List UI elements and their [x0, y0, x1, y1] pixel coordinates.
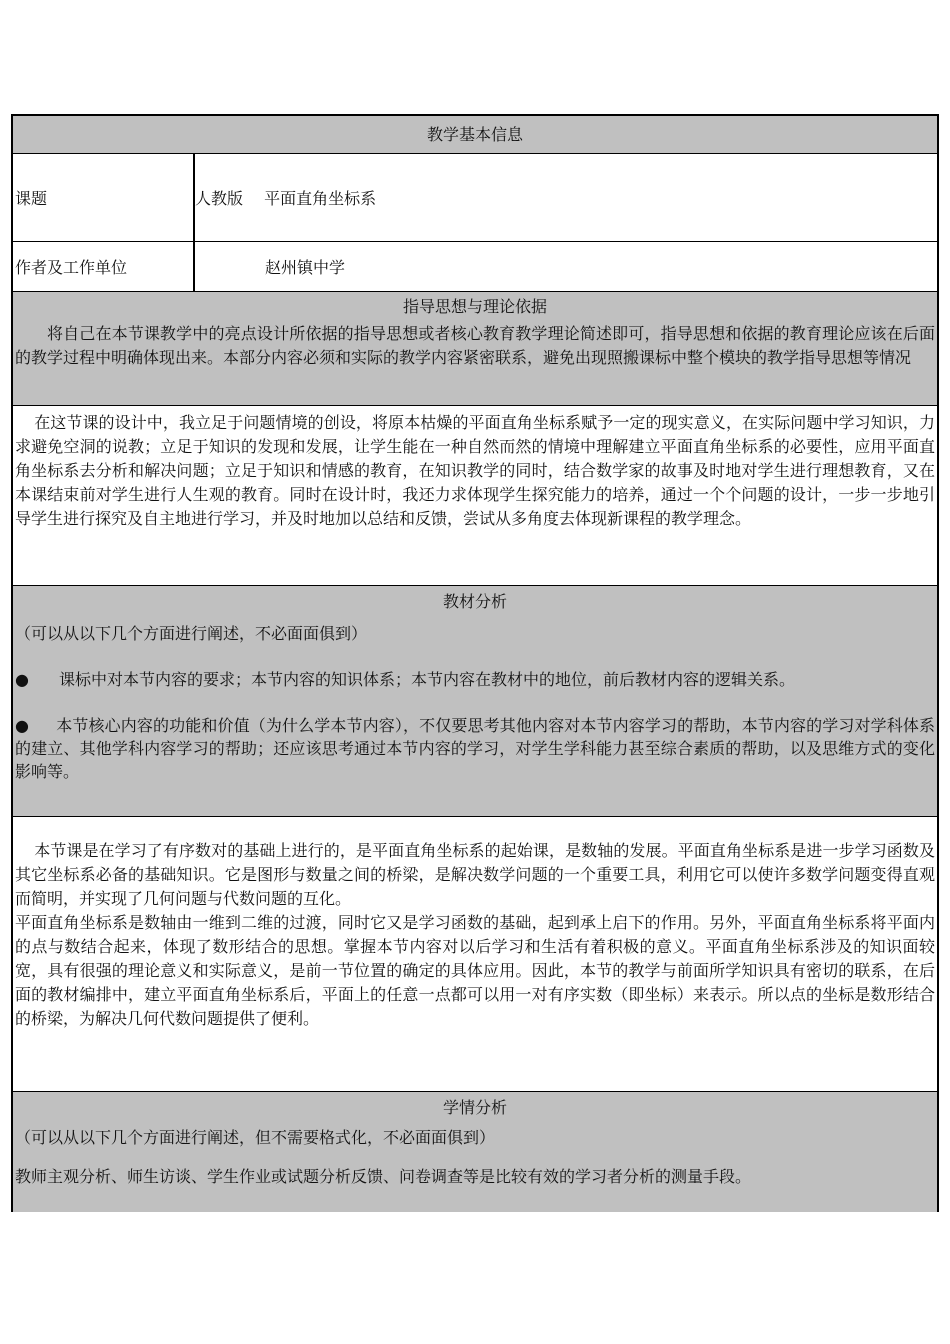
students-header: [13, 1092, 937, 1212]
bullet-icon: ●: [15, 716, 30, 735]
students-title: 学情分析: [442, 1098, 507, 1117]
topic-label: 课题: [13, 154, 195, 241]
author-value: 赵州镇中学: [265, 258, 346, 277]
author-label: 作者及工作单位: [13, 242, 195, 291]
students-hint: （可以从以下几个方面进行阐述，但不需要格式化，不必面面俱到）: [15, 1128, 496, 1147]
guiding-header: [13, 292, 937, 406]
textbook-title: 教材分析: [442, 592, 507, 611]
author-row: [13, 242, 937, 292]
textbook-bullet-1-text: 课标中对本节内容的要求；本节内容的知识体系；本节内容在教材中的地位，前后教材内容的逻辑关系。: [59, 670, 796, 689]
textbook-header: [13, 586, 937, 817]
textbook-para-1: 本节课是在学习了有序数对的基础上进行的，是平面直角坐标系的起始课，是数轴的发展。平面直角坐标系是进一步学习函数及其它坐标系必备的基础知识。它是图形与数量之间的桥梁，是解决数学问题的一个重要工具，利用它可以使许多数学问题变得直观而简明，并实现了几何问题与代数问题的互化。: [15, 841, 935, 908]
topic-value: 人教版 平面直角坐标系: [195, 189, 377, 208]
bullet-icon: ●: [15, 670, 29, 689]
guiding-title: 指导思想与理论依据: [402, 297, 547, 316]
textbook-bullet-1: [13, 668, 937, 691]
students-para: 教师主观分析、师生访谈、学生作业或试题分析反馈、问卷调查等是比较有效的学习者分析的测量手段。: [15, 1167, 752, 1186]
lesson-plan-document: [11, 114, 939, 1212]
guiding-content-row: [13, 406, 937, 586]
guiding-content: 在这节课的设计中，我立足于问题情境的创设，将原本枯燥的平面直角坐标系赋予一定的现实意义，在实际问题中学习知识，力求避免空洞的说教；立足于知识的发现和发展，让学生能在一种自然而然的情境中理解建立平面直角坐标系的必要性，应用平面直角坐标系去分析和解决问题；立足于知识和情感的教育，在知识教学的同时，结合数学家的故事及时地对学生进行理想教育，又在本课结束前对学生进行人生观的教育。同时在设计时，我还力求体现学生探究能力的培养，通过一个个问题的设计，一步一步地引导学生进行探究及自主地进行学习，并及时地加以总结和反馈，尝试从多角度去体现新课程的教学理念。: [15, 413, 935, 528]
guiding-instruction: 将自己在本节课教学中的亮点设计所依据的指导思想或者核心教育教学理论简述即可，指导思想和依据的教育理论应该在后面的教学过程中明确体现出来。本部分内容必须和实际的教学内容紧密联系，避免出现照搬课标中整个模块的教学指导思想等情况: [15, 324, 935, 367]
basic-info-title: 教学基本信息: [426, 124, 523, 144]
topic-row: [13, 154, 937, 242]
basic-info-header: [13, 116, 937, 154]
textbook-hint: （可以从以下几个方面进行阐述，不必面面俱到）: [15, 624, 368, 643]
textbook-bullet-2: [13, 714, 937, 783]
textbook-bullet-2-text: 本节核心内容的功能和价值（为什么学本节内容），不仅要思考其他内容对本节内容学习的帮助，本节内容的学习对学科体系的建立、其他学科内容学习的帮助；还应该思考通过本节内容的学习，对学生学科能力甚至综合素质的帮助，以及思维方式的变化影响等。: [15, 716, 935, 781]
textbook-para-2: 平面直角坐标系是数轴由一维到二维的过渡，同时它又是学习函数的基础，起到承上启下的作用。另外，平面直角坐标系将平面内的点与数结合起来，体现了数形结合的思想。掌握本节内容对以后学习和生活有着积极的意义。平面直角坐标系涉及的知识面较宽，具有很强的理论意义和实际意义，是前一节位置的确定的具体应用。因此，本节的教学与前面所学知识具有密切的联系，在后面的教材编排中，建立平面直角坐标系后，平面上的任意一点都可以用一对有序实数（即坐标）来表示。所以点的坐标是数形结合的桥梁，为解决几何代数问题提供了便利。: [15, 913, 935, 1028]
textbook-content-row: [13, 817, 937, 1092]
